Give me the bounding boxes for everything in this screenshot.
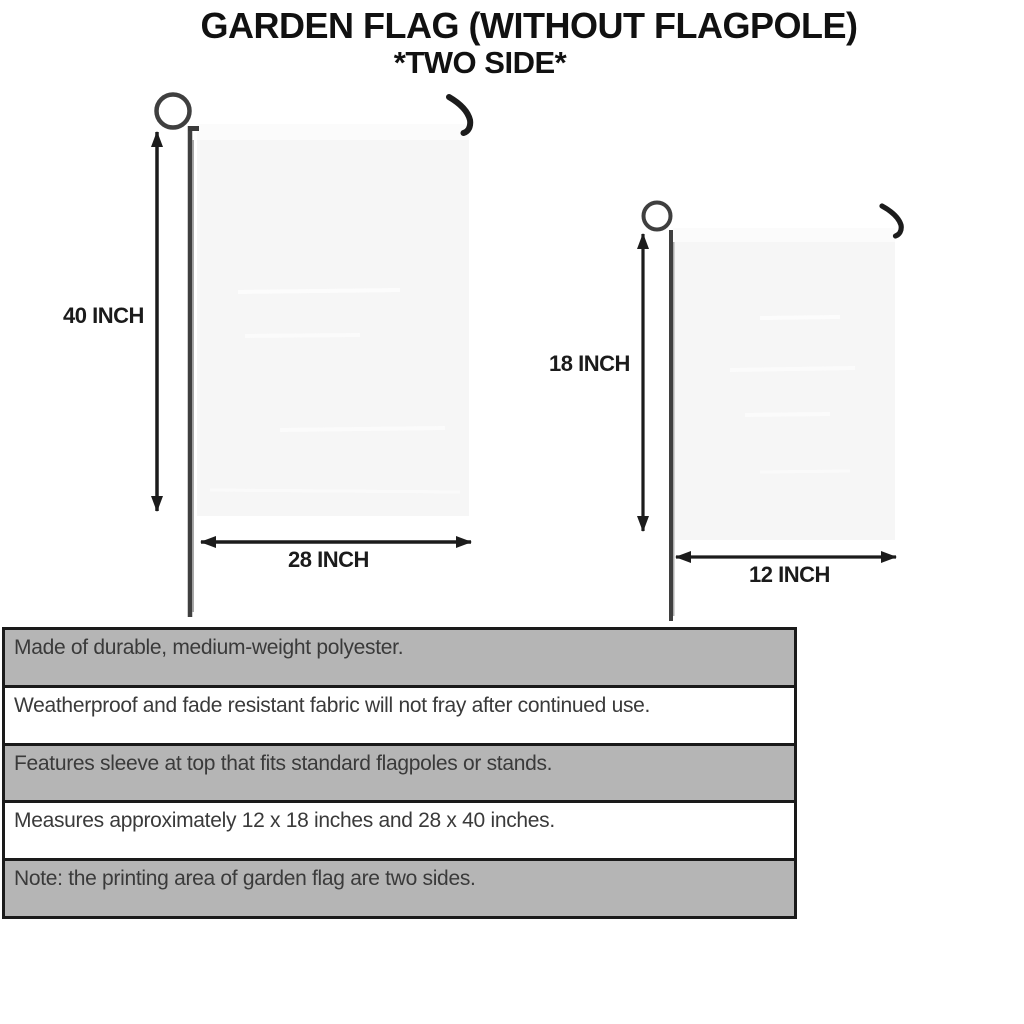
large-flagpole-icon [157,95,200,618]
large-flag-diagram [157,95,472,618]
page-title: GARDEN FLAG (WITHOUT FLAGPOLE) [200,5,858,46]
small-flag-diagram [643,203,901,622]
large-width-label: 28 INCH [288,547,369,572]
feature-row-note: Note: the printing area of garden flag are two sides. [5,861,794,916]
small-width-label: 12 INCH [749,562,830,587]
feature-row-material: Made of durable, medium-weight polyester. [5,630,794,688]
feature-row-weatherproof: Weatherproof and fade resistant fabric will not fray after continued use. [5,688,794,746]
large-flag-fabric-icon [197,124,469,516]
features-table [2,627,797,919]
small-height-label: 18 INCH [549,351,630,376]
large-height-label: 40 INCH [63,303,144,328]
small-flag-fabric-icon [673,228,895,540]
feature-row-measurements: Measures approximately 12 x 18 inches and 28 x 40 inches. [5,803,794,861]
small-flagpole-icon [644,203,674,622]
feature-row-sleeve: Features sleeve at top that fits standard flagpoles or stands. [5,746,794,804]
page-subtitle: *TWO SIDE* [393,45,567,80]
